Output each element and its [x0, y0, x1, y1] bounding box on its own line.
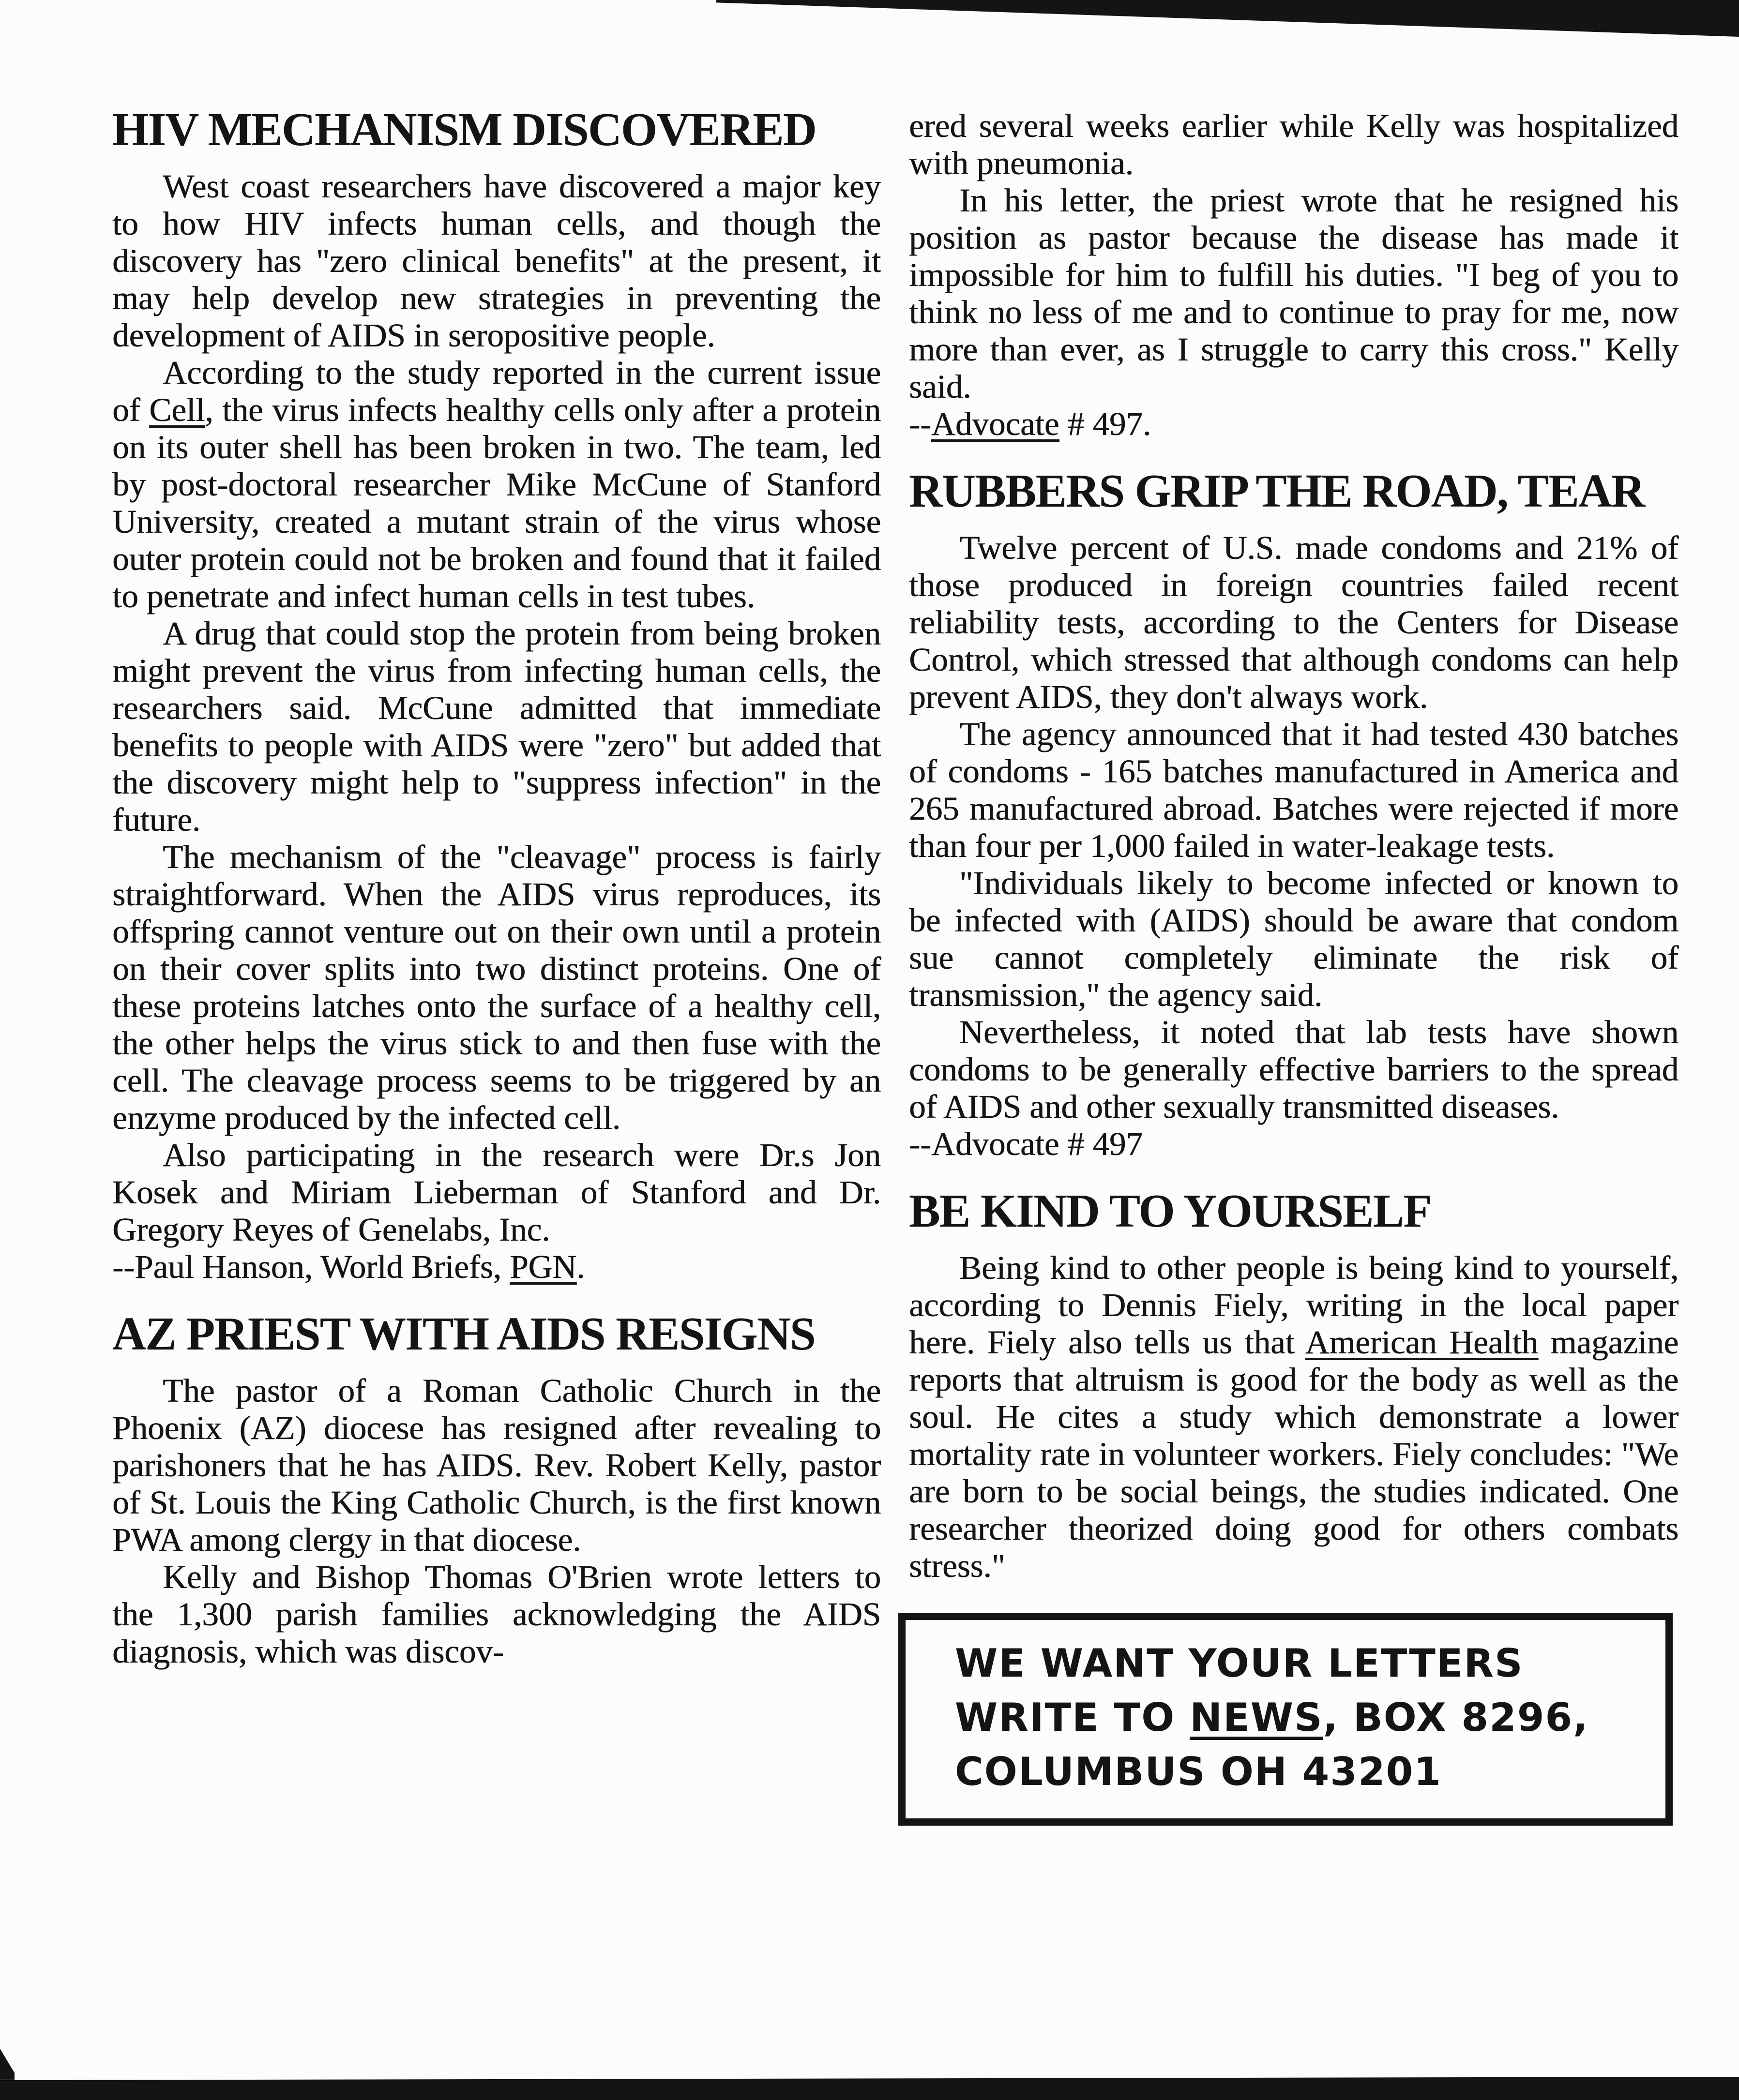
paragraph	[112, 354, 881, 615]
text-run: # 497.	[1059, 405, 1151, 442]
text-run: , the virus infects healthy cells only after a protein on its outer shell has been broken in two. The team, led by post-doctoral researcher Mike McCune of Stanford University, created a mutant strain of the virus whose outer protein could not be broken and found that it failed to penetrate and infect human cells in test tubes.	[112, 391, 881, 615]
text-run: "Individuals likely to become infected or known to be infected with (AIDS) should be aware that condom sue cannot completely eliminate the risk of transmission," the agency said.	[909, 864, 1679, 1013]
text-run: The pastor of a Roman Catholic Church in the Phoenix (AZ) diocese has resigned after revealing to parishoners that he has AIDS. Rev. Robert Kelly, pastor of St. Louis the King Catholic Church, is the first known PWA among clergy in that diocese.	[112, 1372, 881, 1558]
text-run: In his letter, the priest wrote that he resigned his position as pastor because the disease has made it impossible for him to fulfill his duties. "I beg of you to think no less of me and to continue to pray for me, now more than ever, as I struggle to carry this cross." Kelly said.	[909, 182, 1679, 405]
paragraph	[909, 1249, 1679, 1585]
paragraph	[909, 182, 1679, 405]
scan-artifact-bottom-left-corner	[0, 2049, 15, 2080]
underlined-text: PGN	[510, 1248, 577, 1285]
text-run: West coast researchers have discovered a major key to how HIV infects human cells, and though the discovery has "zero clinical benefits" at the present, it may help develop new strategies in preventing the development of AIDS in seropositive people.	[112, 167, 881, 354]
text-run: According to the study reported in the current issue of	[112, 354, 881, 428]
headline-be-kind: BE KIND TO YOURSELF	[909, 1185, 1431, 1237]
paragraph	[112, 1372, 881, 1559]
paragraph	[909, 529, 1679, 716]
paragraph-continuation	[909, 107, 1679, 182]
scan-artifact-bottom-edge	[0, 2076, 1739, 2100]
underlined-text: American Health	[1305, 1323, 1539, 1361]
text-run: WRITE TO	[955, 1695, 1190, 1740]
right-column	[909, 107, 1679, 1826]
text-run: --Advocate # 497	[909, 1125, 1143, 1162]
text-run: --Paul Hanson, World Briefs,	[112, 1248, 510, 1285]
letters-box-line	[955, 1745, 1651, 1799]
text-run: The mechanism of the "cleavage" process is fairly straightforward. When the AIDS virus reproduces, its offspring cannot venture out on their own until a protein on their cover splits into two distinct proteins. One of these proteins latches onto the surface of a healthy cell, the other helps the virus stick to and then fuse with the cell. The cleavage process seems to be triggered by an enzyme produced by the infected cell.	[112, 838, 881, 1136]
byline-paul-hanson-pgn	[112, 1248, 881, 1286]
letters-box-line	[955, 1691, 1651, 1745]
byline-advocate-497-second	[909, 1125, 1679, 1163]
text-run: COLUMBUS OH 43201	[955, 1749, 1442, 1794]
headline-az-priest: AZ PRIEST WITH AIDS RESIGNS	[112, 1307, 815, 1360]
text-run: WE WANT YOUR LETTERS	[955, 1640, 1524, 1686]
text-run: magazine reports that altruism is good for the body as well as the soul. He cites a study which demonstrate a lower mortality rate in volunteer workers. Fiely concludes: "We are born to be social beings, the studies indicated. One researcher theorized doing good for others combats stress."	[909, 1323, 1679, 1584]
letters-notice-box	[898, 1613, 1673, 1826]
paragraph	[112, 1559, 881, 1670]
text-run: Nevertheless, it noted that lab tests have shown condoms to be generally effective barriers to the spread of AIDS and other sexually transmitted diseases.	[909, 1013, 1679, 1125]
paragraph	[909, 1014, 1679, 1125]
text-run: The agency announced that it had tested 430 batches of condoms - 165 batches manufactured in America and 265 manufactured abroad. Batches were rejected if more than four per 1,000 failed in water-leakage tests.	[909, 715, 1679, 864]
underlined-text: Advocate	[931, 405, 1059, 442]
text-run: Twelve percent of U.S. made condoms and 21% of those produced in foreign countries failed recent reliability tests, according to the Centers for Disease Control, which stressed that although condoms can help prevent AIDS, they don't always work.	[909, 529, 1679, 715]
paragraph	[112, 839, 881, 1137]
byline-advocate-497-first	[909, 405, 1679, 443]
paragraph	[112, 1137, 881, 1248]
text-run: A drug that could stop the protein from being broken might prevent the virus from infecting human cells, the researchers said. McCune admitted that immediate benefits to people with AIDS were "zero" but added that the discovery might help to "suppress infection" in the future.	[112, 615, 881, 838]
text-run: , BOX 8296,	[1323, 1695, 1589, 1740]
text-run: Kelly and Bishop Thomas O'Brien wrote letters to the 1,300 parish families acknowledging the AIDS diagnosis, which was discov-	[112, 1558, 881, 1670]
headline-hiv-mechanism: HIV MECHANISM DISCOVERED	[112, 104, 816, 155]
underlined-text: NEWS	[1190, 1695, 1323, 1740]
text-run: ered several weeks earlier while Kelly was hospitalized with pneumonia.	[909, 107, 1679, 181]
text-run: Being kind to other people is being kind to yourself, according to Dennis Fiely, writing in the local paper here. Fiely also tells us that	[909, 1249, 1679, 1361]
text-run: --	[909, 405, 931, 442]
paragraph	[909, 865, 1679, 1014]
letters-box-line	[955, 1636, 1651, 1691]
paragraph	[112, 615, 881, 839]
paragraph	[112, 168, 881, 354]
paragraph	[909, 716, 1679, 865]
text-run: Also participating in the research were Dr.s Jon Kosek and Miriam Lieberman of Stanford and Dr. Gregory Reyes of Genelabs, Inc.	[112, 1136, 881, 1248]
underlined-text: Cell	[149, 391, 205, 428]
text-run: .	[576, 1248, 585, 1285]
headline-rubbers: RUBBERS GRIP THE ROAD, TEAR	[909, 465, 1645, 517]
scan-artifact-top-edge	[716, 0, 1739, 37]
left-column	[112, 105, 881, 1670]
